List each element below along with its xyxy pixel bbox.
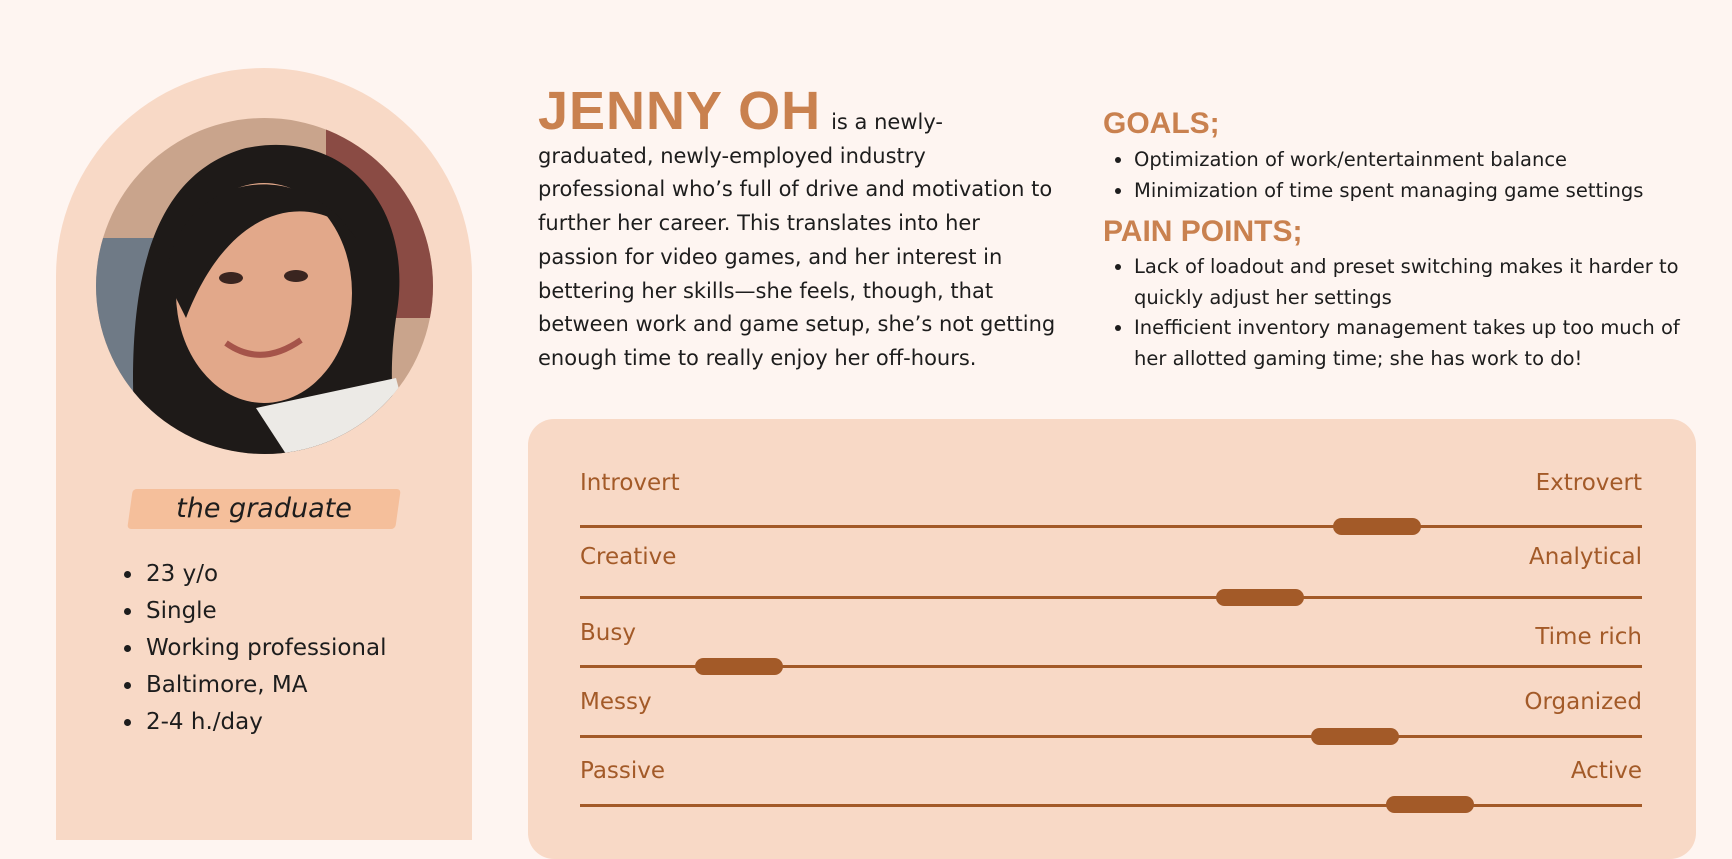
goals-title: GOALS; [1103,107,1220,140]
goal-item: • Minimization of time spent managing game settings [1134,176,1694,207]
trait-left-label: Busy [580,620,636,646]
trait-marker [1311,728,1399,745]
fact-occupation: • Working professional [144,630,386,667]
trait-right-label: Extrovert [1535,470,1642,496]
fact-age: • 23 y/o [144,556,386,593]
trait-left-label: Introvert [580,470,680,496]
trait-track [580,596,1642,599]
fact-relationship: • Single [144,593,386,630]
persona-photo [96,118,433,454]
trait-left-label: Creative [580,544,677,570]
persona-facts [122,556,386,741]
trait-marker [695,658,783,675]
trait-row-creative-analytical [580,543,1642,613]
trait-track [580,525,1642,528]
trait-right-label: Organized [1524,689,1642,715]
trait-right-label: Time rich [1535,624,1642,650]
trait-row-messy-organized [580,689,1642,759]
bio-text: newly-employed industry professional who’s full of drive and motivation to further her career. This translates into her passion for video games, and her interest in bettering her skills—she feels, though, that between work and game setup, she’s not getting enough time to really enjoy her off-hours. [538,143,1056,370]
trait-left-label: Messy [580,689,652,715]
bio-first-line: is a newly-graduated, [538,110,943,168]
trait-right-label: Analytical [1529,544,1642,570]
trait-right-label: Active [1570,758,1642,784]
trait-marker [1216,589,1304,606]
fact-play-time: • 2-4 h./day [144,704,386,741]
trait-row-busy-time-rich [580,618,1642,688]
persona-bio [538,81,1058,376]
fact-location: • Baltimore, MA [144,667,386,704]
persona-portrait-image [96,118,433,454]
pain-point-item: • Inefficient inventory management takes up too much of her allotted gaming time; she has work to do! [1134,313,1694,374]
trait-track [580,804,1642,807]
pain-point-item: • Lack of loadout and preset switching makes it harder to quickly adjust her settings [1134,252,1694,313]
persona-name: JENNY OH [538,81,822,141]
persona-tagline: the graduate [176,493,352,524]
pain-points-list [1112,252,1694,374]
pain-points-title: PAIN POINTS; [1103,215,1303,248]
trait-marker [1333,518,1421,535]
trait-left-label: Passive [580,758,666,784]
goal-item: • Optimization of work/entertainment balance [1134,145,1694,176]
trait-row-passive-active [580,758,1642,828]
trait-track [580,735,1642,738]
trait-row-introvert-extrovert [580,468,1642,538]
goals-list [1112,145,1694,206]
trait-marker [1386,796,1474,813]
